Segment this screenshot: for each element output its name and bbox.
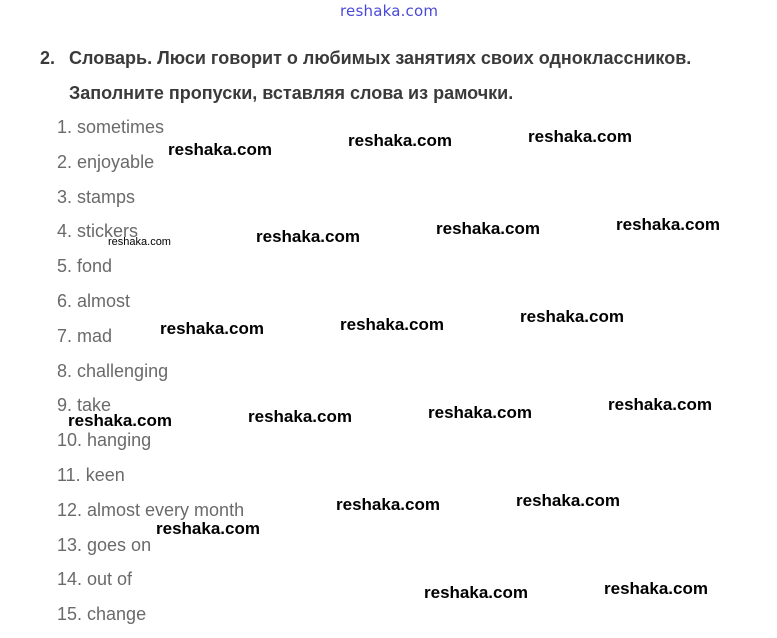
answer-item: 1. sometimes — [57, 117, 165, 137]
watermark: reshaka.com — [160, 319, 264, 338]
watermark: reshaka.com — [520, 307, 624, 326]
answer-item: 10. hanging — [57, 430, 152, 451]
site-header-link[interactable]: reshaka.com — [340, 2, 439, 20]
watermark: reshaka.com — [156, 519, 260, 538]
answer-item: 2. enjoyable — [57, 151, 155, 172]
watermark: reshaka.com — [336, 495, 440, 514]
watermark: reshaka.com — [68, 411, 172, 430]
answer-item: 6. almost — [57, 290, 131, 311]
answer-item: 8. challenging — [57, 360, 169, 381]
watermark: reshaka.com — [604, 579, 708, 598]
answer-item: 9. take — [57, 395, 112, 416]
watermark: reshaka.com — [428, 403, 532, 422]
watermark: reshaka.com — [248, 407, 352, 426]
answer-item: 7. mad — [57, 325, 113, 346]
answer-item: 14. out of — [57, 569, 133, 590]
answer-item: 3. stamps — [57, 186, 136, 207]
watermark: reshaka.com — [168, 140, 272, 159]
answer-item: 15. change — [57, 604, 147, 625]
watermark: reshaka.com — [424, 583, 528, 602]
task-instruction-line-2: Заполните пропуски, вставляя слова из рамочки. — [69, 83, 514, 103]
watermark: reshaka.com — [108, 236, 171, 248]
answer-item: 5. fond — [57, 256, 113, 277]
watermark: reshaka.com — [340, 315, 444, 334]
task-number: 2. — [40, 48, 56, 68]
answer-item: 11. keen — [57, 464, 125, 485]
watermark: reshaka.com — [348, 131, 452, 150]
watermark: reshaka.com — [256, 227, 360, 246]
answer-item: 12. almost every month — [57, 499, 245, 520]
watermark: reshaka.com — [528, 127, 632, 146]
answer-item: 4. stickers — [57, 221, 139, 242]
watermark: reshaka.com — [616, 215, 720, 234]
answer-list — [57, 116, 244, 638]
watermark: reshaka.com — [608, 395, 712, 414]
task-instruction-line-1: Словарь. Люси говорит о любимых занятиях своих одноклассников. — [69, 48, 692, 68]
watermark: reshaka.com — [436, 219, 540, 238]
watermark: reshaka.com — [516, 491, 620, 510]
answer-item: 13. goes on — [57, 534, 152, 555]
